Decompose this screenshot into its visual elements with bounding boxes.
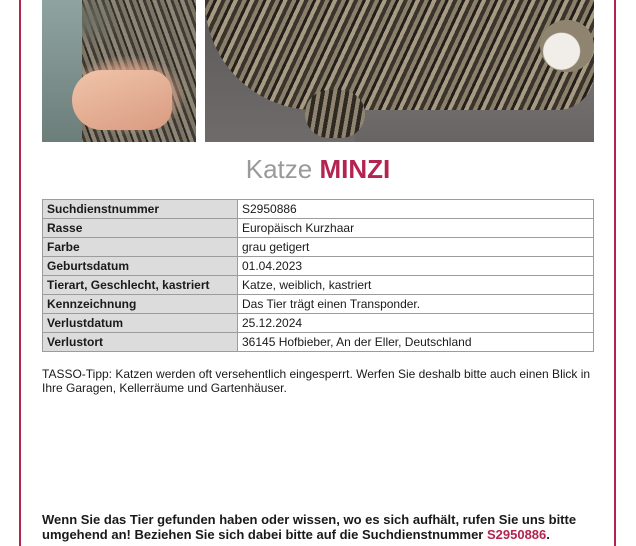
footer-search-number: S2950886 xyxy=(486,527,547,542)
details-table xyxy=(42,199,594,352)
right-border-line xyxy=(614,0,616,546)
photo-hand-area xyxy=(72,70,172,130)
row-label: Suchdienstnummer xyxy=(43,200,238,219)
table-row xyxy=(43,200,594,219)
contact-footer xyxy=(42,512,594,542)
table-row xyxy=(43,333,594,352)
row-label: Verlustort xyxy=(43,333,238,352)
table-row xyxy=(43,238,594,257)
photo-cat-paw-white xyxy=(540,20,594,72)
row-label: Kennzeichnung xyxy=(43,295,238,314)
row-value: Katze, weiblich, kastriert xyxy=(238,276,594,295)
table-row xyxy=(43,314,594,333)
page-title xyxy=(42,152,594,186)
tasso-tip: TASSO-Tipp: Katzen werden oft versehentlich eingesperrt. Werfen Sie deshalb bitte auch einen Blick in Ihre Garagen, Kellerräume und Gartenhäuser. xyxy=(42,367,591,395)
table-row xyxy=(43,219,594,238)
row-value: 25.12.2024 xyxy=(238,314,594,333)
row-label: Farbe xyxy=(43,238,238,257)
cat-photo-left xyxy=(42,0,196,142)
left-border-line xyxy=(19,0,21,546)
row-value: S2950886 xyxy=(238,200,594,219)
photo-shirt-area xyxy=(42,0,82,142)
table-row xyxy=(43,295,594,314)
footer-text: Wenn Sie das Tier gefunden haben oder wissen, wo es sich aufhält, rufen Sie uns bitte umgehend an! Beziehen Sie sich dabei bitte auf die Suchdienstnummer xyxy=(42,512,577,542)
table-row xyxy=(43,276,594,295)
row-value: Europäisch Kurzhaar xyxy=(238,219,594,238)
photo-cat-body xyxy=(205,0,594,110)
row-value: 36145 Hofbieber, An der Eller, Deutschland xyxy=(238,333,594,352)
row-label: Geburtsdatum xyxy=(43,257,238,276)
photo-cat-paw xyxy=(305,90,365,138)
footer-end: . xyxy=(546,527,550,542)
row-label: Verlustdatum xyxy=(43,314,238,333)
row-label: Tierart, Geschlecht, kastriert xyxy=(43,276,238,295)
cat-photo-right xyxy=(205,0,594,142)
row-label: Rasse xyxy=(43,219,238,238)
title-animal-type: Katze xyxy=(245,154,313,184)
table-row xyxy=(43,257,594,276)
title-animal-name: MINZI xyxy=(319,154,391,184)
row-value: grau getigert xyxy=(238,238,594,257)
row-value: 01.04.2023 xyxy=(238,257,594,276)
row-value: Das Tier trägt einen Transponder. xyxy=(238,295,594,314)
